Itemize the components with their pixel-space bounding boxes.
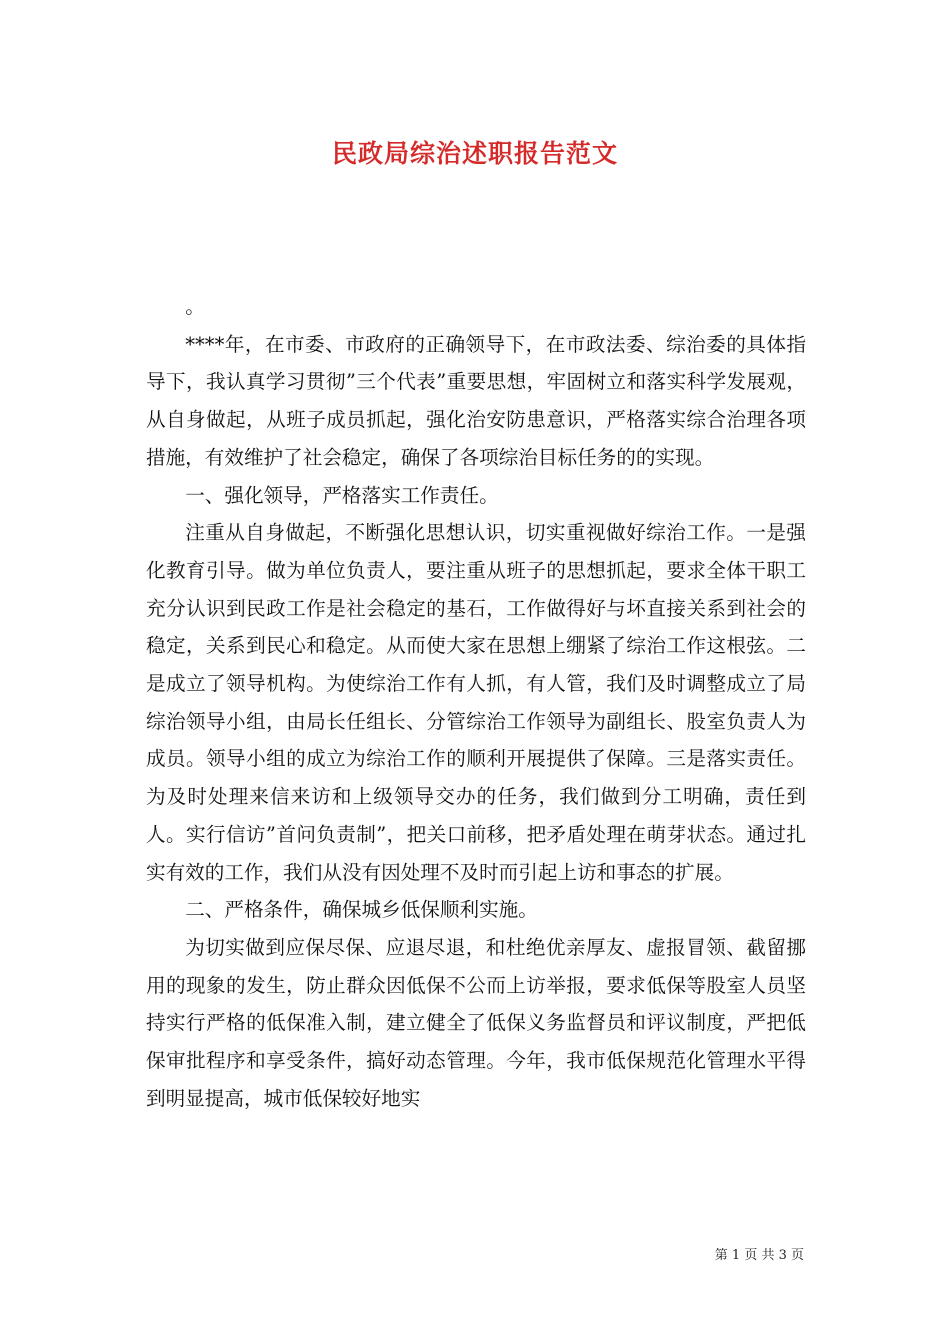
page-number-footer: 第 1 页 共 3 页 xyxy=(714,1248,804,1263)
document-title: 民政局综治述职报告范文 xyxy=(331,139,618,168)
paragraph-section-2: 为切实做到应保尽保、应退尽退，和杜绝优亲厚友、虚报冒领、截留挪用的现象的发生，防止群众因低保不公而上访举报，要求低保等股室人员坚持实行严格的低保准入制，建立健全了低保义务监督员和评议制度，严把低保审批程序和享受条件，搞好动态管理。今年，我市低保规范化管理水平得到明显提高，城市低保较好地实 xyxy=(146,935,806,1110)
paragraph-section-1: 注重从自身做起，不断强化思想认识，切实重视做好综治工作。一是强化教育引导。做为单位负责人，要注重从班子的思想抓起，要求全体干职工充分认识到民政工作是社会稳定的基石，工作做得好与坏直接关系到社会的稳定，关系到民心和稳定。从而使大家在思想上绷紧了综治工作这根弦。二是成立了领导机构。为使综治工作有人抓，有人管，我们及时调整成立了局综治领导小组，由局长任组长、分管综治工作领导为副组长、股室负责人为成员。领导小组的成立为综治工作的顺利开展提供了保障。三是落实责任。为及时处理来信来访和上级领导交办的任务，我们做到分工明确，责任到人。实行信访”首问负责制”，把关口前移，把矛盾处理在萌芽状态。通过扎实有效的工作，我们从没有因处理不及时而引起上访和事态的扩展。 xyxy=(146,521,806,884)
document-body xyxy=(146,288,806,1117)
section-heading-1: 一、强化领导，严格落实工作责任。 xyxy=(185,483,499,507)
paragraph-mark: 。 xyxy=(185,295,205,318)
section-heading-2: 二、严格条件，确保城乡低保顺利实施。 xyxy=(185,898,538,922)
paragraph-intro: ****年，在市委、市政府的正确领导下，在市政法委、综治委的具体指导下，我认真学习贯彻”三个代表”重要思想，牢固树立和落实科学发展观，从自身做起，从班子成员抓起，强化治安防患意识，严格落实综合治理各项措施，有效维护了社会稳定，确保了各项综治目标任务的的实现。 xyxy=(146,332,806,469)
